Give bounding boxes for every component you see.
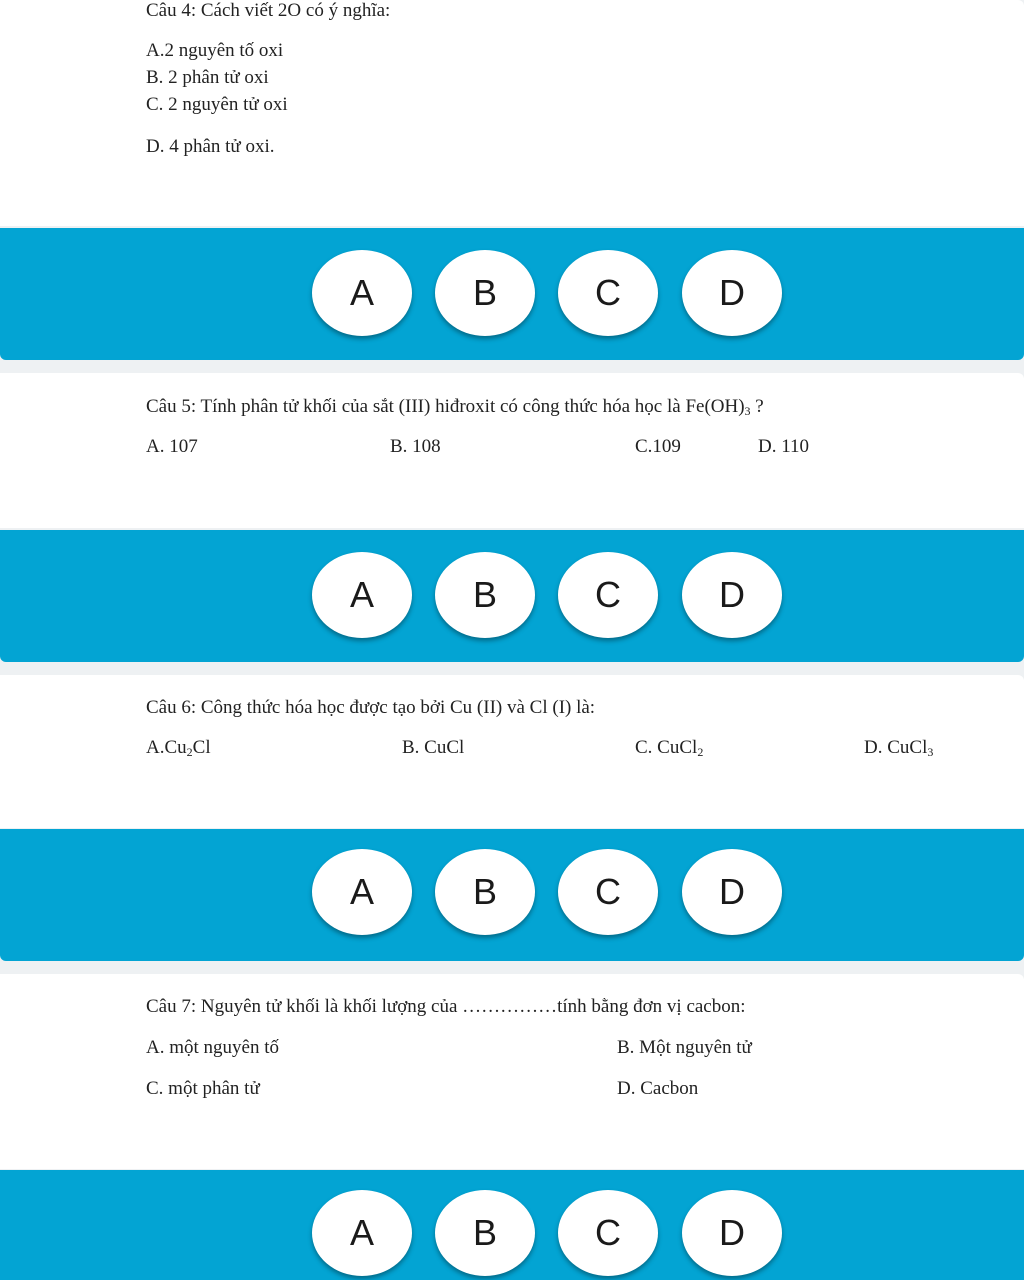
question-4-title: Câu 4: Cách viết 2O có ý nghĩa: <box>146 0 391 21</box>
question-7-option-c: C. một phân tử <box>146 1078 260 1099</box>
answer-button-c[interactable]: C <box>558 552 658 638</box>
answer-button-c[interactable]: C <box>558 1190 658 1276</box>
answer-button-c[interactable]: C <box>558 849 658 935</box>
question-4-option-a: A.2 nguyên tố oxi <box>146 40 284 61</box>
question-5-card <box>0 373 1024 528</box>
question-7-title: Câu 7: Nguyên tử khối là khối lượng của ……………tính bằng đơn vị cacbon: <box>146 996 746 1017</box>
answer-button-a[interactable]: A <box>312 1190 412 1276</box>
question-4-card <box>0 0 1024 226</box>
question-7-card <box>0 974 1024 1169</box>
question-6-card <box>0 675 1024 828</box>
question-6-option-d: D. CuCl$_3$ <box>864 737 934 759</box>
question-4-option-c: C. 2 nguyên tử oxi <box>146 94 288 115</box>
answer-button-c[interactable]: C <box>558 250 658 336</box>
question-5-title: Câu 5: Tính phân tử khối của sắt (III) hiđroxit có công thức hóa học là $Fe(OH)_3$ ? <box>146 396 764 418</box>
question-4-option-d: D. 4 phân tử oxi. <box>146 136 275 157</box>
answer-button-b[interactable]: B <box>435 1190 535 1276</box>
question-4-option-b: B. 2 phân tử oxi <box>146 67 269 88</box>
question-6-option-a: $A.Cu_2Cl$ <box>146 737 211 759</box>
answer-button-b[interactable]: B <box>435 849 535 935</box>
question-6-title: Câu 6: Công thức hóa học được tạo bởi Cu (II) và Cl (I) là: <box>146 697 596 718</box>
answer-bar-4 <box>0 228 1024 360</box>
answer-button-d[interactable]: D <box>682 849 782 935</box>
question-7-option-b: B. Một nguyên tử <box>617 1037 752 1058</box>
question-6-option-b: B. CuCl <box>402 737 465 758</box>
answer-button-d[interactable]: D <box>682 1190 782 1276</box>
answer-button-b[interactable]: B <box>435 250 535 336</box>
answer-bar-6 <box>0 829 1024 961</box>
question-5-option-c: C.109 <box>635 436 681 457</box>
answer-button-a[interactable]: A <box>312 250 412 336</box>
answer-button-a[interactable]: A <box>312 552 412 638</box>
answer-button-a[interactable]: A <box>312 849 412 935</box>
answer-bar-7 <box>0 1170 1024 1280</box>
question-6-option-c: C. CuCl$_2$ <box>635 737 704 759</box>
question-7-option-a: A. một nguyên tố <box>146 1037 279 1058</box>
answer-button-b[interactable]: B <box>435 552 535 638</box>
answer-bar-5 <box>0 530 1024 662</box>
question-7-option-d: D. Cacbon <box>617 1078 699 1099</box>
answer-button-d[interactable]: D <box>682 552 782 638</box>
answer-button-d[interactable]: D <box>682 250 782 336</box>
question-5-option-a: A. 107 <box>146 436 198 457</box>
question-5-option-d: D. 110 <box>758 436 810 457</box>
question-5-option-b: B. 108 <box>390 436 441 457</box>
